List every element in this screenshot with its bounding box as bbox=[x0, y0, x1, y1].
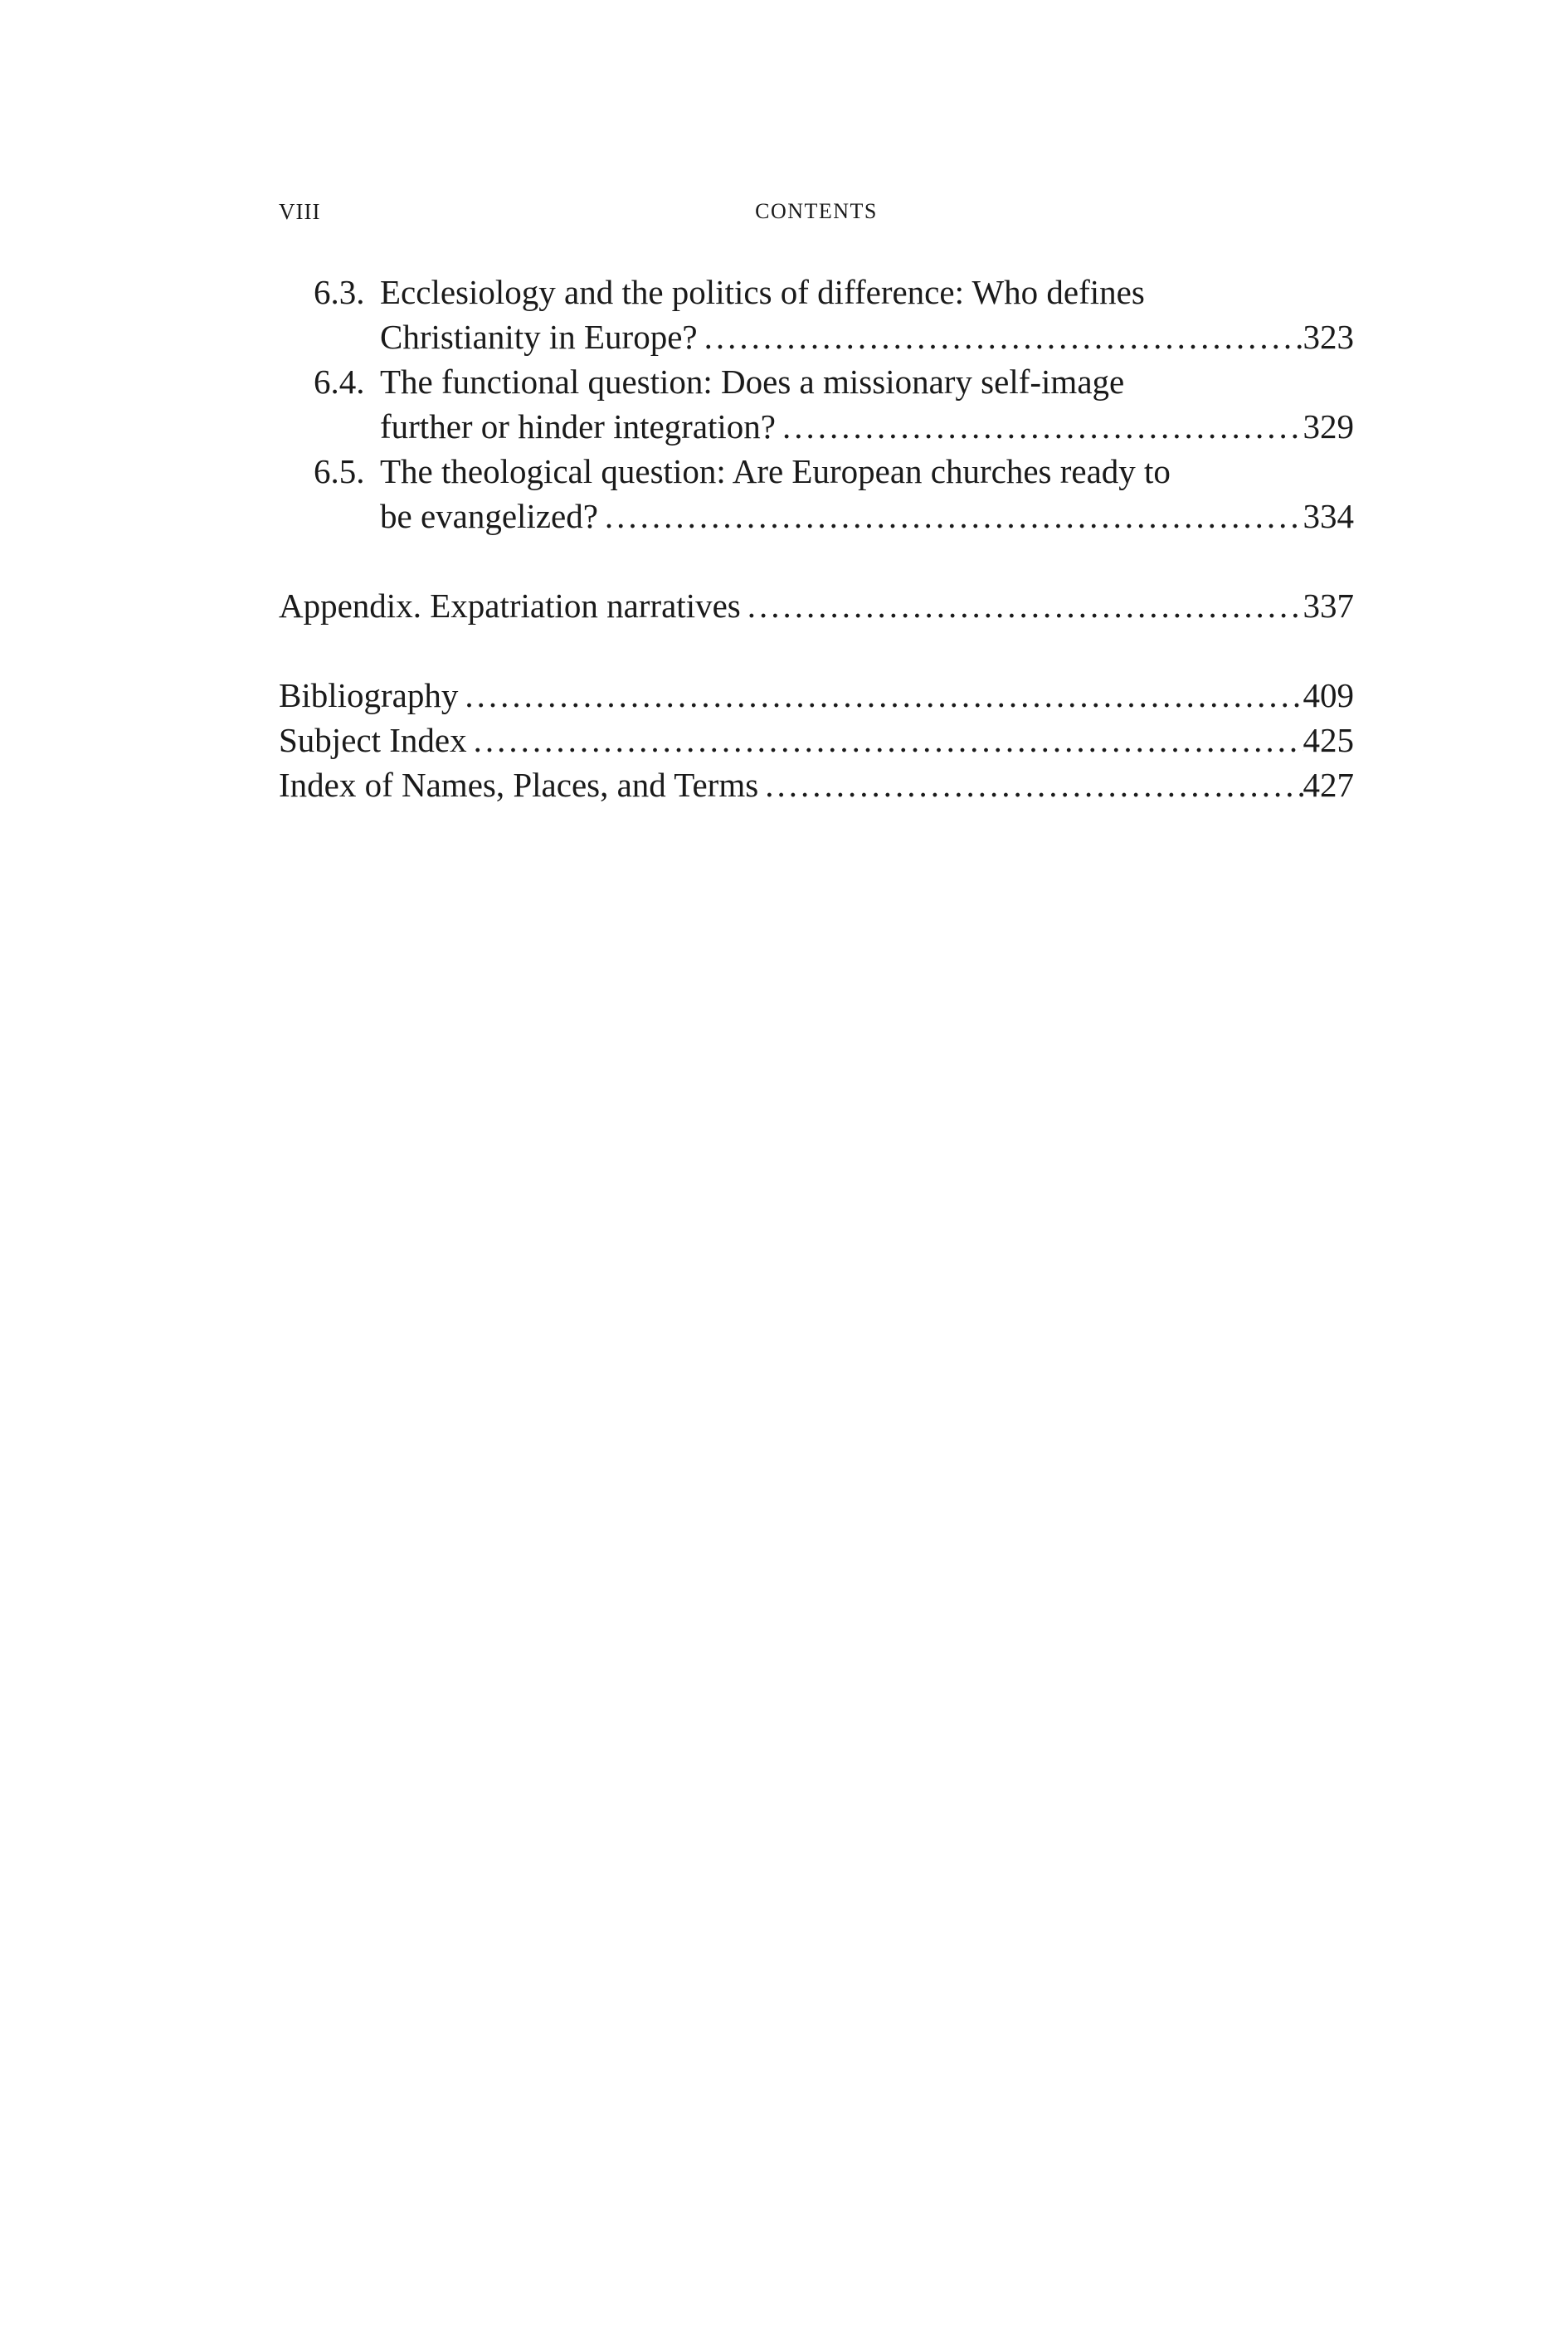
entry-title: Appendix. Expatriation narratives bbox=[279, 587, 741, 625]
dot-leader bbox=[698, 314, 1303, 359]
toc-entry-6-5[interactable] bbox=[279, 449, 1354, 538]
spacer bbox=[279, 538, 1354, 583]
entry-title-line1: The theological question: Are European churches ready to bbox=[380, 452, 1171, 490]
dot-leader bbox=[598, 494, 1303, 538]
section-number: 6.3. bbox=[314, 273, 365, 311]
entry-title-line1: The functional question: Does a missionary self-image bbox=[380, 363, 1125, 401]
section-number: 6.5. bbox=[314, 452, 365, 490]
entry-title-line2: be evangelized? bbox=[380, 497, 598, 535]
toc-entry-6-3[interactable] bbox=[279, 270, 1354, 359]
page-ref: 329 bbox=[1303, 407, 1354, 446]
toc-entry-subject-index[interactable] bbox=[279, 718, 1354, 762]
dot-leader bbox=[758, 762, 1303, 807]
toc-entry-appendix[interactable] bbox=[279, 583, 1354, 628]
page-ref: 337 bbox=[1303, 587, 1354, 625]
section-number: 6.4. bbox=[314, 363, 365, 401]
running-head bbox=[279, 199, 1354, 232]
page-ref: 323 bbox=[1303, 318, 1354, 356]
page-ref: 334 bbox=[1303, 497, 1354, 535]
entry-title-line1: Ecclesiology and the politics of difference: Who defines bbox=[380, 273, 1145, 311]
page-ref: 409 bbox=[1303, 676, 1354, 714]
dot-leader bbox=[741, 583, 1303, 628]
entry-title-line2: further or hinder integration? bbox=[380, 407, 777, 446]
toc-entry-6-4[interactable] bbox=[279, 359, 1354, 449]
entry-title-line2: Christianity in Europe? bbox=[380, 318, 698, 356]
entry-title: Bibliography bbox=[279, 676, 459, 714]
toc-entry-bibliography[interactable] bbox=[279, 673, 1354, 718]
toc-entry-names-index[interactable] bbox=[279, 762, 1354, 807]
page-ref: 425 bbox=[1303, 721, 1354, 759]
running-head-title: CONTENTS bbox=[755, 199, 878, 223]
spacer bbox=[279, 628, 1354, 673]
entry-title: Index of Names, Places, and Terms bbox=[279, 766, 759, 804]
page-ref: 427 bbox=[1303, 766, 1354, 804]
dot-leader bbox=[458, 673, 1303, 718]
dot-leader bbox=[467, 718, 1303, 762]
table-of-contents bbox=[279, 270, 1354, 807]
page-number: VIII bbox=[279, 199, 321, 224]
dot-leader bbox=[776, 404, 1303, 449]
entry-title: Subject Index bbox=[279, 721, 467, 759]
